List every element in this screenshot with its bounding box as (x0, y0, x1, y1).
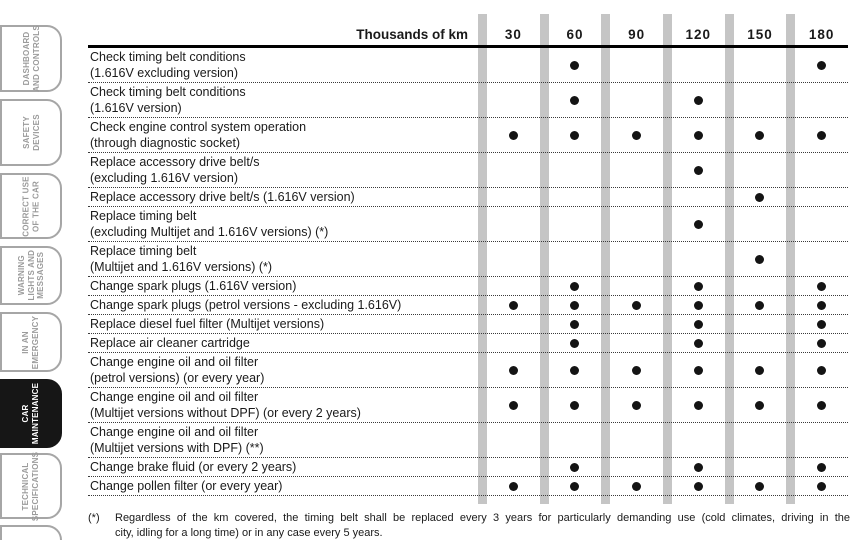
interval-cell (663, 353, 725, 387)
task-label-line: Replace air cleaner cartridge (90, 335, 250, 350)
task-label-line: (excluding Multijet and 1.616V versions) (*) (90, 225, 329, 239)
task-label-line: Change spark plugs (petrol versions - excluding 1.616V) (90, 297, 402, 312)
dot-marker (694, 131, 703, 140)
dot-marker (755, 482, 764, 491)
interval-cell (540, 315, 602, 333)
task-label (88, 389, 478, 422)
interval-cell (725, 118, 787, 152)
table-header-row (88, 20, 848, 48)
dot-marker (817, 482, 826, 491)
dot-marker (817, 366, 826, 375)
sidebar-tab-label (22, 315, 41, 368)
interval-cell (478, 315, 540, 333)
interval-cell (786, 423, 848, 457)
dot-marker (570, 96, 579, 105)
interval-cell (786, 188, 848, 206)
interval-cell (663, 188, 725, 206)
footnote-text (115, 511, 850, 540)
interval-cell (663, 207, 725, 241)
dot-marker (817, 339, 826, 348)
interval-cell (663, 153, 725, 187)
dot-marker (694, 166, 703, 175)
interval-cell (786, 277, 848, 295)
dot-marker (694, 366, 703, 375)
interval-cell (663, 477, 725, 495)
dot-marker (694, 339, 703, 348)
maintenance-row (88, 118, 848, 153)
interval-cell (540, 423, 602, 457)
task-label (88, 335, 478, 352)
sidebar-tab-label (22, 114, 41, 151)
interval-cell (478, 48, 540, 82)
interval-cell (540, 48, 602, 82)
interval-cell (601, 388, 663, 422)
dot-marker (817, 301, 826, 310)
interval-cell (663, 48, 725, 82)
interval-cell (601, 277, 663, 295)
maintenance-row (88, 207, 848, 242)
task-label-line: Change brake fluid (or every 2 years) (90, 459, 297, 474)
interval-cell (478, 188, 540, 206)
dot-marker (570, 301, 579, 310)
maintenance-row (88, 334, 848, 353)
dot-marker (570, 401, 579, 410)
interval-cell (725, 277, 787, 295)
interval-cell (601, 477, 663, 495)
maintenance-row (88, 188, 848, 207)
maintenance-row (88, 48, 848, 83)
task-label-line: Check engine control system operation (90, 119, 307, 134)
interval-cell (786, 458, 848, 476)
dot-marker (817, 131, 826, 140)
dot-marker (570, 61, 579, 70)
footnote-line-1: Regardless of the km covered, the timing belt shall be replaced every 3 years for particularly demanding use (cold climates, driving in the (115, 512, 850, 524)
interval-cell (601, 188, 663, 206)
sidebar-tab-label-line: SPECIFICATIONS (31, 451, 41, 521)
sidebar-tab-label-line: MAINTENANCE (31, 382, 40, 445)
interval-cell (786, 296, 848, 314)
interval-cell (478, 388, 540, 422)
dot-marker (570, 320, 579, 329)
dot-marker (694, 320, 703, 329)
sidebar-tab-warning-lights-and-messages (0, 246, 62, 305)
interval-cell (663, 242, 725, 276)
interval-cell (601, 242, 663, 276)
column-header-km: 180 (808, 27, 835, 42)
interval-cell (478, 242, 540, 276)
footnote-marker: (*) (88, 512, 100, 524)
task-label-line: (Multijet and 1.616V versions) (*) (90, 260, 273, 274)
interval-cell (786, 477, 848, 495)
interval-cell (725, 388, 787, 422)
sidebar (0, 0, 70, 540)
task-label (88, 424, 478, 457)
dot-marker (755, 401, 764, 410)
sidebar-tab-label-line: AND CONTROLS (31, 25, 40, 92)
dot-marker (570, 282, 579, 291)
interval-cell (725, 334, 787, 352)
task-label (88, 354, 478, 387)
dot-marker (817, 463, 826, 472)
maintenance-row (88, 277, 848, 296)
sidebar-tab-partial-bottom-tab (0, 525, 62, 540)
sidebar-tab-label (22, 176, 41, 236)
interval-cell (540, 458, 602, 476)
sidebar-tab-label (17, 250, 46, 301)
interval-cell (478, 83, 540, 117)
interval-cell (725, 188, 787, 206)
task-label-line: (Multijet versions without DPF) (or every 2 years) (90, 406, 361, 420)
maintenance-row (88, 477, 848, 496)
dot-marker (694, 482, 703, 491)
dot-marker (694, 401, 703, 410)
sidebar-tab-label-line: TECHNICAL (21, 461, 31, 511)
dot-marker (817, 320, 826, 329)
interval-cell (478, 458, 540, 476)
interval-cell (478, 118, 540, 152)
sidebar-tab-correct-use-of-the-car (0, 173, 62, 239)
sidebar-tab-label-line: CAR (21, 404, 31, 423)
maintenance-row (88, 315, 848, 334)
dot-marker (509, 482, 518, 491)
interval-cell (725, 353, 787, 387)
interval-cell (601, 48, 663, 82)
dot-marker (755, 193, 764, 202)
task-label-line: Check timing belt conditions (90, 49, 246, 64)
interval-cell (663, 83, 725, 117)
maintenance-row (88, 423, 848, 458)
sidebar-tab-label-line: WARNING (16, 255, 26, 296)
sidebar-tab-label-line: IN AN (21, 330, 31, 354)
sidebar-tab-technical-specifications (0, 453, 62, 519)
dot-marker (694, 282, 703, 291)
interval-cell (540, 242, 602, 276)
task-label (88, 49, 478, 82)
maintenance-row (88, 242, 848, 277)
sidebar-tab-dashboard-and-controls (0, 25, 62, 92)
column-header-km: 30 (504, 27, 522, 42)
maintenance-table (88, 20, 848, 496)
task-label (88, 208, 478, 241)
maintenance-row (88, 153, 848, 188)
interval-cell (663, 277, 725, 295)
dot-marker (632, 131, 641, 140)
task-label-line: Replace timing belt (90, 208, 197, 223)
interval-cell (663, 423, 725, 457)
interval-cell (786, 118, 848, 152)
task-label (88, 189, 478, 206)
sidebar-tab-label-line: SAFETY (21, 116, 31, 149)
dot-marker (755, 366, 764, 375)
interval-cell (601, 207, 663, 241)
interval-cell (478, 153, 540, 187)
task-label-line: (excluding 1.616V version) (90, 171, 238, 185)
task-label-line: Change pollen filter (or every year) (90, 478, 283, 493)
interval-cell (786, 153, 848, 187)
sidebar-tab-label (22, 25, 41, 92)
interval-cell (601, 83, 663, 117)
sidebar-tab-safety-devices (0, 99, 62, 166)
interval-cell (725, 423, 787, 457)
dot-marker (694, 220, 703, 229)
interval-cell (786, 242, 848, 276)
interval-cell (663, 334, 725, 352)
task-label-line: Change engine oil and oil filter (90, 354, 259, 369)
interval-cell (725, 207, 787, 241)
dot-marker (755, 301, 764, 310)
sidebar-tab-label-line: MESSAGES (35, 252, 45, 299)
task-label-line: (1.616V version) (90, 101, 182, 115)
sidebar-tab-label-line: OF THE CAR (31, 180, 40, 232)
task-label-line: (Multijet versions with DPF) (**) (90, 441, 264, 455)
dot-marker (817, 401, 826, 410)
interval-cell (540, 188, 602, 206)
interval-cell (601, 458, 663, 476)
dot-marker (509, 301, 518, 310)
interval-cell (725, 458, 787, 476)
interval-cell (786, 388, 848, 422)
interval-cell (540, 83, 602, 117)
maintenance-row (88, 388, 848, 423)
dot-marker (694, 301, 703, 310)
task-label (88, 154, 478, 187)
interval-cell (725, 242, 787, 276)
maintenance-row (88, 83, 848, 118)
interval-cell (540, 118, 602, 152)
interval-cell (663, 458, 725, 476)
interval-cell (478, 477, 540, 495)
interval-cell (478, 353, 540, 387)
interval-cell (601, 315, 663, 333)
interval-cell (478, 296, 540, 314)
interval-cell (540, 353, 602, 387)
interval-cell (725, 315, 787, 333)
interval-cell (540, 388, 602, 422)
interval-cell (663, 388, 725, 422)
task-label-line: Replace diesel fuel filter (Multijet versions) (90, 316, 325, 331)
table-header-label: Thousands of km (356, 27, 468, 42)
interval-cell (786, 315, 848, 333)
interval-cell (478, 423, 540, 457)
task-label-line: (through diagnostic socket) (90, 136, 241, 150)
interval-cell (601, 334, 663, 352)
interval-cell (725, 48, 787, 82)
sidebar-tab-car-maintenance (0, 379, 62, 448)
interval-cell (601, 118, 663, 152)
task-label-line: Replace accessory drive belt/s (1.616V version) (90, 189, 355, 204)
interval-cell (786, 207, 848, 241)
dot-marker (632, 482, 641, 491)
interval-cell (601, 296, 663, 314)
maintenance-row (88, 296, 848, 315)
sidebar-tab-label-line: DEVICES (31, 114, 40, 151)
task-label-line: Change engine oil and oil filter (90, 389, 259, 404)
dot-marker (570, 463, 579, 472)
dot-marker (694, 96, 703, 105)
task-label-line: Replace timing belt (90, 243, 197, 258)
task-label (88, 243, 478, 276)
column-header-km: 60 (566, 27, 584, 42)
interval-cell (725, 477, 787, 495)
dot-marker (570, 482, 579, 491)
interval-cell (540, 207, 602, 241)
task-label-line: (1.616V excluding version) (90, 66, 238, 80)
sidebar-tab-label-line: LIGHTS AND (26, 250, 36, 301)
task-label (88, 119, 478, 152)
interval-cell (478, 207, 540, 241)
interval-cell (601, 423, 663, 457)
interval-cell (725, 153, 787, 187)
sidebar-tab-label (22, 451, 41, 520)
task-label-line: Replace accessory drive belt/s (90, 154, 260, 169)
interval-cell (601, 153, 663, 187)
interval-cell (786, 48, 848, 82)
column-header-km: 90 (628, 27, 646, 42)
dot-marker (570, 131, 579, 140)
dot-marker (570, 339, 579, 348)
interval-cell (540, 334, 602, 352)
column-header-km: 150 (747, 27, 773, 42)
sidebar-tab-label (22, 383, 41, 444)
sidebar-tab-in-an-emergency (0, 312, 62, 372)
interval-cell (663, 118, 725, 152)
dot-marker (632, 366, 641, 375)
interval-cell (540, 477, 602, 495)
task-label-line: Change spark plugs (1.616V version) (90, 278, 297, 293)
table-body (88, 48, 848, 496)
maintenance-row (88, 458, 848, 477)
dot-marker (817, 61, 826, 70)
interval-cell (601, 353, 663, 387)
task-label (88, 278, 478, 295)
footnote-line-2: city, idling for a long time) or in any case every 5 years. (115, 527, 383, 539)
interval-cell (478, 277, 540, 295)
dot-marker (755, 131, 764, 140)
interval-cell (786, 334, 848, 352)
interval-cell (540, 153, 602, 187)
interval-cell (478, 334, 540, 352)
interval-cell (540, 296, 602, 314)
sidebar-tab-label-line: CORRECT USE (21, 175, 31, 237)
task-label (88, 316, 478, 333)
dot-marker (817, 282, 826, 291)
interval-cell (725, 296, 787, 314)
dot-marker (755, 255, 764, 264)
dot-marker (509, 131, 518, 140)
interval-cell (786, 83, 848, 117)
dot-marker (632, 301, 641, 310)
column-header-km: 120 (685, 27, 712, 42)
interval-cell (663, 296, 725, 314)
task-label (88, 478, 478, 495)
maintenance-row (88, 353, 848, 388)
task-label (88, 84, 478, 117)
footnote (88, 511, 850, 540)
interval-cell (725, 83, 787, 117)
dot-marker (632, 401, 641, 410)
dot-marker (509, 401, 518, 410)
task-label-line: Change engine oil and oil filter (90, 424, 259, 439)
task-label (88, 297, 478, 314)
sidebar-tab-label-line: EMERGENCY (31, 315, 40, 369)
task-label (88, 459, 478, 476)
dot-marker (570, 366, 579, 375)
sidebar-tab-label-line: DASHBOARD (21, 31, 31, 86)
dot-marker (694, 463, 703, 472)
interval-cell (663, 315, 725, 333)
task-label-line: (petrol versions) (or every year) (90, 371, 265, 385)
dot-marker (509, 366, 518, 375)
task-label-line: Check timing belt conditions (90, 84, 246, 99)
interval-cell (786, 353, 848, 387)
interval-cell (540, 277, 602, 295)
